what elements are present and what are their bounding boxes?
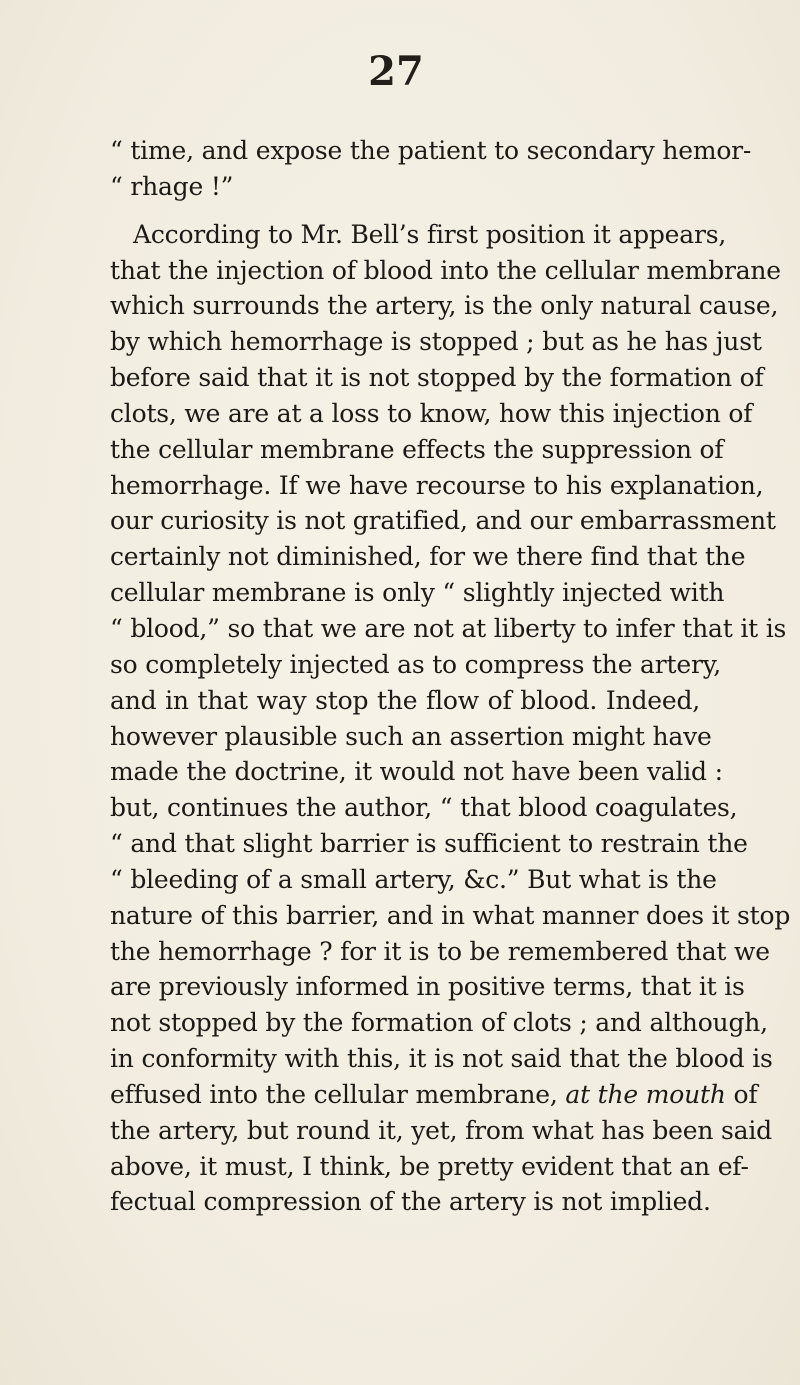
text-line: certainly not diminished, for we there find that the <box>110 542 746 572</box>
text-line: nature of this barrier, and in what manner does it stop <box>110 900 791 930</box>
text-line: hemorrhage. If we have recourse to his explanation, <box>110 470 764 500</box>
text-line: that the injection of blood into the cellular membrane <box>110 255 781 285</box>
text-line: however plausible such an assertion might have <box>110 721 712 751</box>
text-line: “ bleeding of a small artery, &c.” But what is the <box>110 864 717 894</box>
text-run: effused into the cellular membrane, <box>110 1079 566 1109</box>
text-line: “ rhage !” <box>110 171 234 201</box>
text-line: “ time, and expose the patient to secondary hemor- <box>110 136 752 165</box>
text-run: of <box>725 1079 758 1109</box>
text-line: the artery, but round it, yet, from what has been said <box>110 1115 772 1145</box>
italic-text-run: at the mouth <box>565 1079 726 1109</box>
text-line: and in that way stop the flow of blood. Indeed, <box>110 685 700 715</box>
text-line: the hemorrhage ? for it is to be remembered that we <box>110 936 770 966</box>
text-line: above, it must, I think, be pretty evident that an ef- <box>110 1151 749 1181</box>
text-line: in conformity with this, it is not said that the blood is <box>110 1044 773 1074</box>
text-line: so completely injected as to compress the artery, <box>110 649 722 679</box>
page-number: 27 <box>368 48 424 95</box>
text-line: are previously informed in positive terms, that it is <box>110 972 745 1002</box>
text-line: before said that it is not stopped by the formation of <box>110 363 764 393</box>
text-line: the cellular membrane effects the suppression of <box>110 434 724 464</box>
body-text <box>110 133 791 1220</box>
text-line: clots, we are at a loss to know, how this injection of <box>110 398 753 428</box>
text-line: which surrounds the artery, is the only natural cause, <box>110 291 779 321</box>
text-line: fectual compression of the artery is not implied. <box>110 1187 711 1217</box>
text-line: According to Mr. Bell’s first position it appears, <box>133 219 727 249</box>
text-line: “ blood,” so that we are not at liberty to infer that it is <box>110 613 787 643</box>
text-line <box>110 1077 758 1113</box>
text-line: cellular membrane is only “ slightly injected with <box>110 578 725 608</box>
text-line: by which hemorrhage is stopped ; but as he has just <box>110 327 762 357</box>
text-line: but, continues the author, “ that blood coagulates, <box>110 793 738 823</box>
paragraph-gap <box>110 205 700 217</box>
text-line: “ and that slight barrier is sufficient to restrain the <box>110 829 748 859</box>
text-line: our curiosity is not gratified, and our embarrassment <box>110 506 776 536</box>
text-line: not stopped by the formation of clots ; and although, <box>110 1008 768 1038</box>
text-line: made the doctrine, it would not have been valid : <box>110 757 723 787</box>
